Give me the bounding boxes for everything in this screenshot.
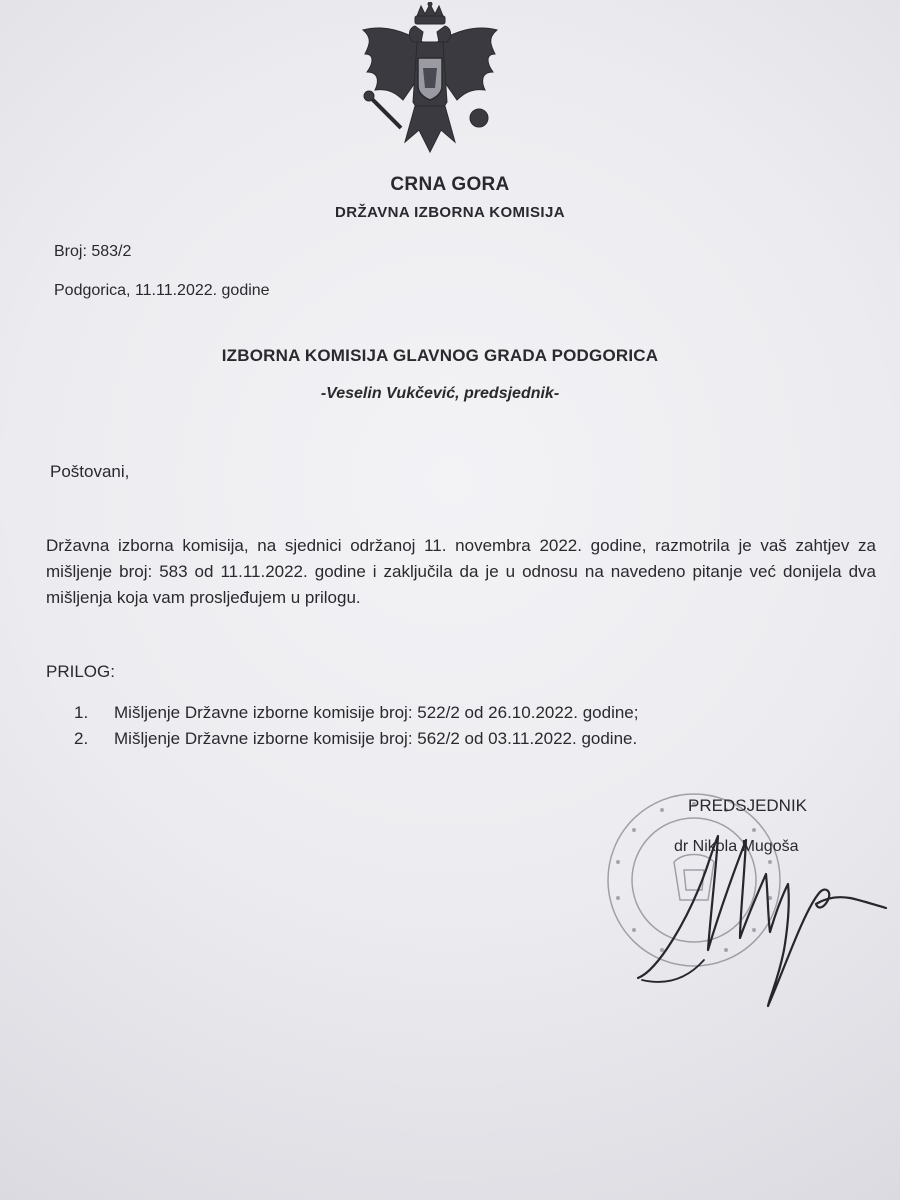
reference-number: Broj: 583/2: [54, 243, 132, 260]
salutation: Poštovani,: [50, 462, 130, 481]
handwritten-signature-icon: [628, 800, 890, 1010]
country-heading: CRNA GORA: [390, 174, 510, 195]
signatory-name: dr Nikola Mugoša: [674, 838, 799, 855]
institution-heading: DRŽAVNA IZBORNA KOMISIJA: [335, 204, 565, 221]
recipient-name: IZBORNA KOMISIJA GLAVNOG GRADA PODGORICA: [221, 346, 659, 365]
body-paragraph: Državna izborna komisija, na sjednici održanoj 11. novembra 2022. godine, razmotrila je vaš zahtjev za mišljenje broj: 583 od 11.11.2022. godine i zaključila da je u odnosu na navedeno pitanje već donijela dva mišljenja koja vam prosljeđujem u prilogu.: [46, 536, 876, 607]
recipient-person: -Veselin Vukčević, predsjednik-: [320, 385, 560, 402]
signatory-title: PREDSJEDNIK: [688, 796, 808, 815]
list-item: 2. Mišljenje Državne izborne komisije broj: 562/2 od 03.11.2022. godine.: [74, 729, 638, 748]
attachments-list: [74, 700, 638, 752]
list-item: 1. Mišljenje Državne izborne komisije broj: 522/2 od 26.10.2022. godine;: [74, 703, 639, 722]
attachments-label: PRILOG:: [46, 662, 115, 681]
place-date: Podgorica, 11.11.2022. godine: [54, 282, 270, 299]
montenegro-coat-of-arms-icon: [355, 2, 505, 160]
